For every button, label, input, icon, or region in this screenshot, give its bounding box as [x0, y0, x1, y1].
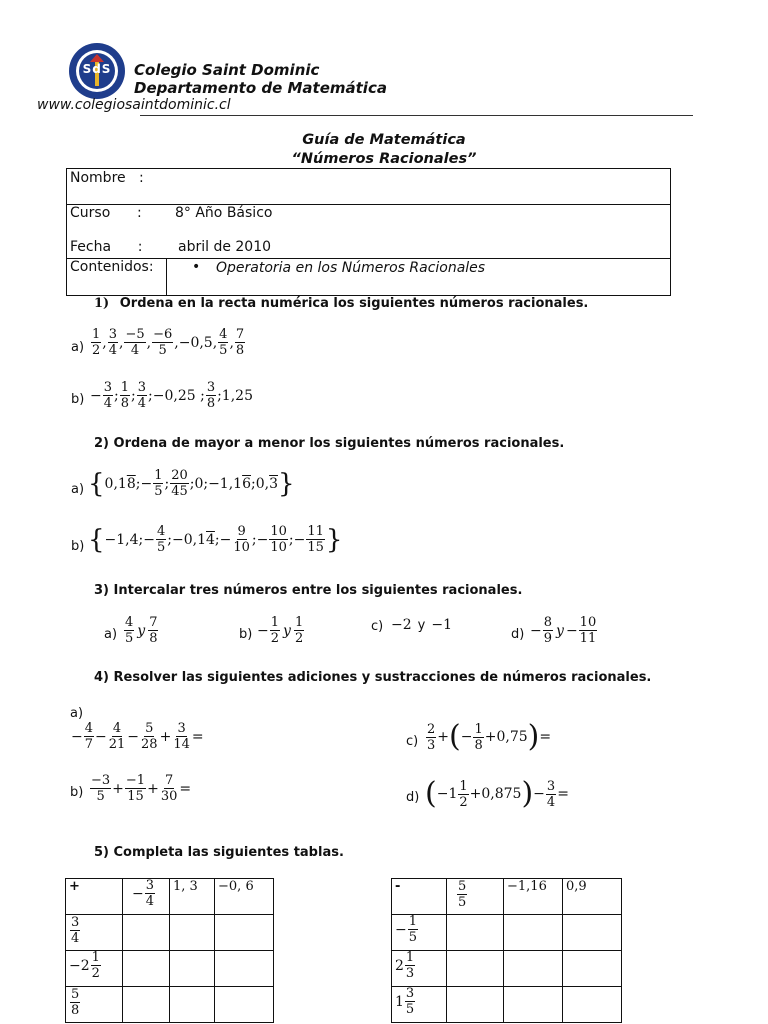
- page-subtitle: “Números Racionales”: [291, 151, 477, 167]
- q4-c-label: c): [406, 734, 419, 749]
- table-cell[interactable]: [170, 987, 215, 1023]
- question-3: 3) Intercalar tres números entre los siguientes racionales.: [94, 583, 523, 598]
- q1-b-expression: − 3 4 ; 1 8 ; 3 4 ;−0,25 ; 3 8 ;1,25: [90, 380, 253, 411]
- table-cell[interactable]: [447, 915, 504, 951]
- department-name: Departamento de Matemática: [134, 79, 387, 97]
- website-link[interactable]: www.colegiosaintdominic.cl: [37, 97, 231, 113]
- sub-col-header: −1,16: [504, 879, 563, 915]
- contenidos-divider: [166, 259, 167, 295]
- add-col-header: −0, 6: [215, 879, 274, 915]
- q4-b-label: b): [70, 785, 84, 800]
- table-cell[interactable]: [563, 987, 622, 1023]
- table-cell[interactable]: [447, 987, 504, 1023]
- info-row-contenidos: [67, 259, 670, 295]
- question-5: 5) Completa las siguientes tablas.: [94, 845, 344, 860]
- question-1: [94, 296, 588, 311]
- question-4: 4) Resolver las siguientes adiciones y sustracciones de números racionales.: [94, 670, 652, 685]
- q2-b-label: b): [71, 539, 85, 554]
- sub-row-header: − 1 5: [392, 915, 447, 951]
- q4-a-label: a): [70, 706, 84, 721]
- header-divider: [140, 115, 693, 116]
- q4-c-expression: 2 3 + ( − 1 8 +0,75 ) =: [427, 719, 552, 754]
- subtraction-operator: -: [392, 879, 447, 915]
- q4-d-expression: ( −1 1 2 +0,875 ) − 3 4 =: [425, 776, 569, 811]
- sub-col-header: 0,9: [563, 879, 622, 915]
- add-row-header: 5 8: [66, 987, 123, 1023]
- contenidos-item: Operatoria en los Números Racionales: [216, 260, 486, 276]
- addition-operator: +: [66, 879, 123, 915]
- table-cell[interactable]: [215, 951, 274, 987]
- sub-col-header: 5 5: [447, 879, 504, 915]
- table-cell[interactable]: [123, 915, 170, 951]
- contenidos-label: Contenidos:: [70, 259, 154, 275]
- table-cell[interactable]: [123, 987, 170, 1023]
- q4-a-expression: − 4 7 − 4 21 − 5 28 + 3 14 =: [71, 721, 204, 752]
- table-cell[interactable]: [447, 951, 504, 987]
- addition-table: [65, 878, 274, 1023]
- q3-d-expression: − 8 9 y − 10 11: [530, 615, 597, 646]
- subtraction-table: [391, 878, 622, 1023]
- table-cell[interactable]: [563, 915, 622, 951]
- add-col-header: 1, 3: [170, 879, 215, 915]
- table-cell[interactable]: [504, 987, 563, 1023]
- curso-label: Curso :: [70, 205, 142, 221]
- table-cell[interactable]: [170, 915, 215, 951]
- table-cell[interactable]: [504, 951, 563, 987]
- curso-value: 8° Año Básico: [175, 205, 273, 221]
- q3-c-expression: −2 y −1: [391, 617, 452, 633]
- logo-letters: SdS: [82, 62, 112, 76]
- question-1-number: 1): [94, 296, 110, 311]
- sub-row-header: 2 1 3: [392, 951, 447, 987]
- q1-b-label: b): [71, 392, 85, 407]
- info-row-nombre[interactable]: [67, 169, 670, 205]
- table-cell[interactable]: [504, 915, 563, 951]
- question-2: 2) Ordena de mayor a menor los siguientes números racionales.: [94, 436, 565, 451]
- school-logo: [68, 42, 126, 100]
- q3-d-label: d): [511, 627, 525, 642]
- page-title: Guía de Matemática: [302, 132, 466, 148]
- question-1-text: Ordena en la recta numérica los siguientes números racionales.: [119, 296, 589, 311]
- q3-a-label: a): [104, 627, 118, 642]
- add-row-header: 3 4: [66, 915, 123, 951]
- add-row-header: −2 1 2: [66, 951, 123, 987]
- q2-b-expression: { −1,4;− 4 5 ;−0,1 4 ;− 9 10 ;− 10 10 ;− 11 15 }: [88, 524, 343, 555]
- fecha-label: Fecha :: [70, 239, 143, 255]
- nombre-label: Nombre :: [70, 170, 144, 186]
- fecha-value: abril de 2010: [178, 239, 272, 255]
- add-col-header: − 3 4: [123, 879, 170, 915]
- q3-b-expression: − 1 2 y 1 2: [257, 615, 304, 646]
- q4-b-expression: −3 5 + −1 15 + 7 30 =: [91, 773, 192, 804]
- q3-a-expression: 4 5 y 7 8: [125, 615, 158, 646]
- q2-a-expression: { 0,1 8 ;− 1 5 ; 20 45 ;0;−1,1 6 ;0, 3 }: [88, 468, 295, 499]
- q2-a-label: a): [71, 482, 85, 497]
- q3-c-label: c): [371, 619, 384, 634]
- q3-b-label: b): [239, 627, 253, 642]
- table-cell[interactable]: [563, 951, 622, 987]
- info-row-curso-fecha: [67, 205, 670, 259]
- bullet-icon: •: [192, 259, 201, 275]
- school-name: Colegio Saint Dominic: [134, 61, 320, 79]
- student-info-table: [66, 168, 671, 296]
- table-cell[interactable]: [215, 987, 274, 1023]
- q1-a-label: a): [71, 340, 85, 355]
- q1-a-expression: 1 2 , 3 4 , −5 4 , −6 5 ,−0,5, 4 5 , 7 8: [92, 327, 245, 358]
- table-cell[interactable]: [170, 951, 215, 987]
- sub-row-header: 1 3 5: [392, 987, 447, 1023]
- q4-d-label: d): [406, 790, 420, 805]
- table-cell[interactable]: [215, 915, 274, 951]
- table-cell[interactable]: [123, 951, 170, 987]
